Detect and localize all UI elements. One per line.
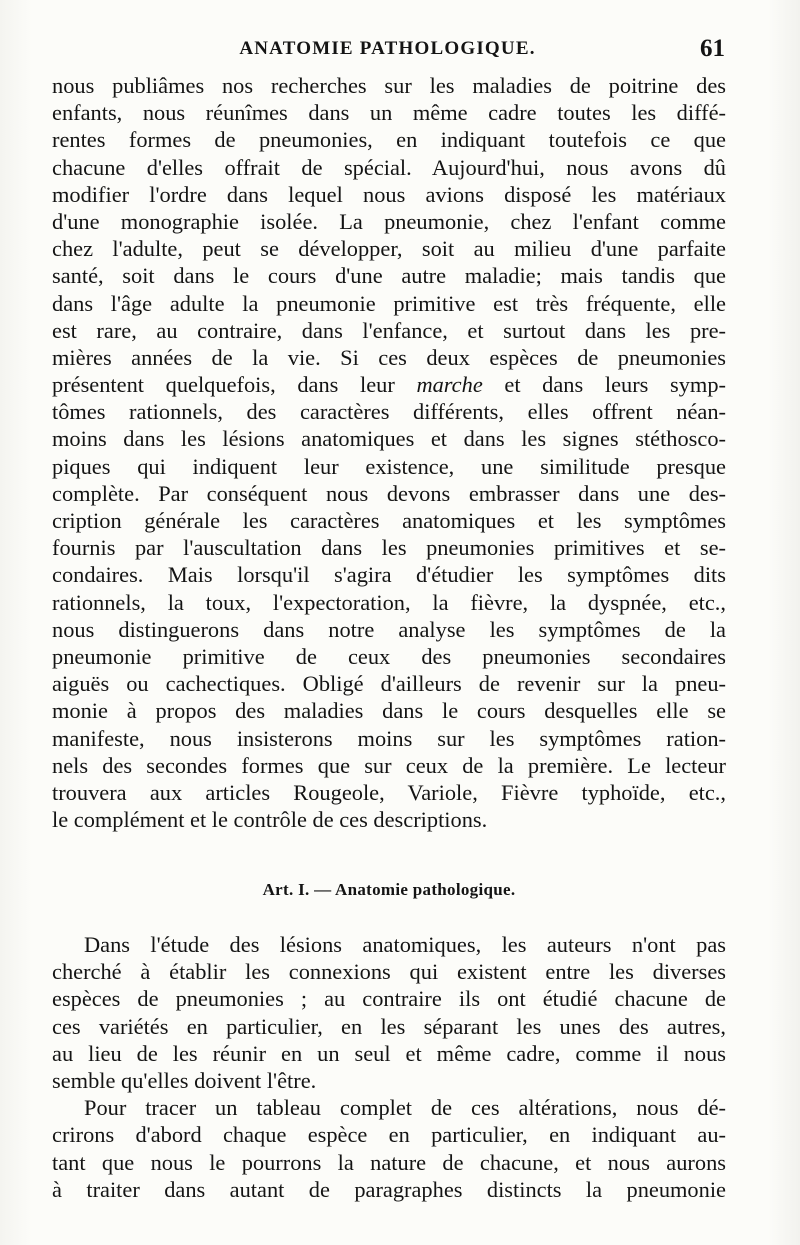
text-line: piques qui indiquent leur existence, une similitude presque — [52, 453, 726, 479]
page-number: 61 — [700, 35, 725, 62]
text-line: rationnels, la toux, l'expectoration, la fièvre, la dyspnée, etc., — [52, 589, 726, 615]
text-line: condaires. Mais lorsqu'il s'agira d'étudier les symptômes dits — [52, 562, 726, 588]
text-line: santé, soit dans le cours d'une autre maladie; mais tandis que — [52, 263, 726, 289]
text-line: dans l'âge adulte la pneumonie primitive est très fréquente, elle — [52, 290, 726, 316]
text-line: rentes formes de pneumonies, en indiquant toutefois ce que — [52, 127, 726, 153]
text-line: crirons d'abord chaque espèce en particulier, en indiquant au- — [52, 1122, 726, 1148]
text-line: modifier l'ordre dans lequel nous avions disposé les matériaux — [52, 181, 726, 207]
text-line: manifeste, nous insisterons moins sur les symptômes ration- — [52, 725, 726, 751]
text-line: moins dans les lésions anatomiques et dans les signes stéthosco- — [52, 426, 726, 452]
text-line: le complément et le contrôle de ces descriptions. — [52, 807, 488, 833]
text-line: ces variétés en particulier, en les séparant les unes des autres, — [52, 1013, 726, 1039]
italic-word: marche — [416, 372, 483, 398]
text-line: chacune d'elles offrait de spécial. Aujourd'hui, nous avons dû — [52, 154, 726, 180]
text-line: aiguës ou cachectiques. Obligé d'ailleurs de revenir sur la pneu- — [52, 671, 726, 697]
text-line: cherché à établir les connexions qui existent entre les diverses — [52, 959, 726, 985]
text-line: nous distinguerons dans notre analyse les symptômes de la — [52, 616, 726, 642]
text-line-with-italic — [52, 371, 726, 398]
text-line: pneumonie primitive de ceux des pneumonies secondaires — [52, 643, 726, 669]
running-title: ANATOMIE PATHOLOGIQUE. — [239, 38, 536, 59]
text-line: semble qu'elles doivent l'être. — [52, 1067, 317, 1093]
text-line: fournis par l'auscultation dans les pneumonies primitives et se- — [52, 535, 726, 561]
text-line: Pour tracer un tableau complet de ces altérations, nous dé- — [84, 1095, 726, 1121]
text-line: enfants, nous réunîmes dans un même cadre toutes les diffé- — [52, 100, 726, 126]
text-line: est rare, au contraire, dans l'enfance, et surtout dans les pre- — [52, 317, 726, 343]
text-line: complète. Par conséquent nous devons embrasser dans une des- — [52, 480, 726, 506]
text-fragment: présentent quelquefois, dans leur — [52, 372, 395, 398]
text-line: monie à propos des maladies dans le cours desquelles elle se — [52, 698, 726, 724]
text-line: nels des secondes formes que sur ceux de la première. Le lecteur — [52, 752, 726, 778]
text-line: tômes rationnels, des caractères différents, elles offrent néan- — [52, 399, 726, 425]
text-line: chez l'adulte, peut se développer, soit au milieu d'une parfaite — [52, 236, 726, 262]
text-line: au lieu de les réunir en un seul et même cadre, comme il nous — [52, 1040, 726, 1066]
text-line: trouvera aux articles Rougeole, Variole, Fièvre typhoïde, etc., — [52, 779, 726, 805]
paragraph-section — [52, 931, 726, 1203]
text-line: tant que nous le pourrons la nature de chacune, et nous aurons — [52, 1149, 726, 1175]
text-line: cription générale les caractères anatomiques et les symptômes — [52, 508, 726, 533]
text-line: espèces de pneumonies ; au contraire ils ont étudié chacune de — [52, 986, 726, 1012]
paragraph-intro — [52, 72, 726, 833]
text-fragment: et dans leurs symp- — [504, 372, 726, 398]
text-line: mières années de la vie. Si ces deux espèces de pneumonies — [52, 344, 726, 370]
text-line: nous publiâmes nos recherches sur les maladies de poitrine des — [52, 73, 726, 98]
text-line: à traiter dans autant de paragraphes distincts la pneumonie — [52, 1176, 726, 1202]
section-heading: Art. I. — Anatomie pathologique. — [262, 880, 516, 899]
text-line: Dans l'étude des lésions anatomiques, les auteurs n'ont pas — [84, 932, 726, 957]
text-line: d'une monographie isolée. La pneumonie, chez l'enfant comme — [52, 208, 726, 234]
page-header — [50, 35, 725, 68]
